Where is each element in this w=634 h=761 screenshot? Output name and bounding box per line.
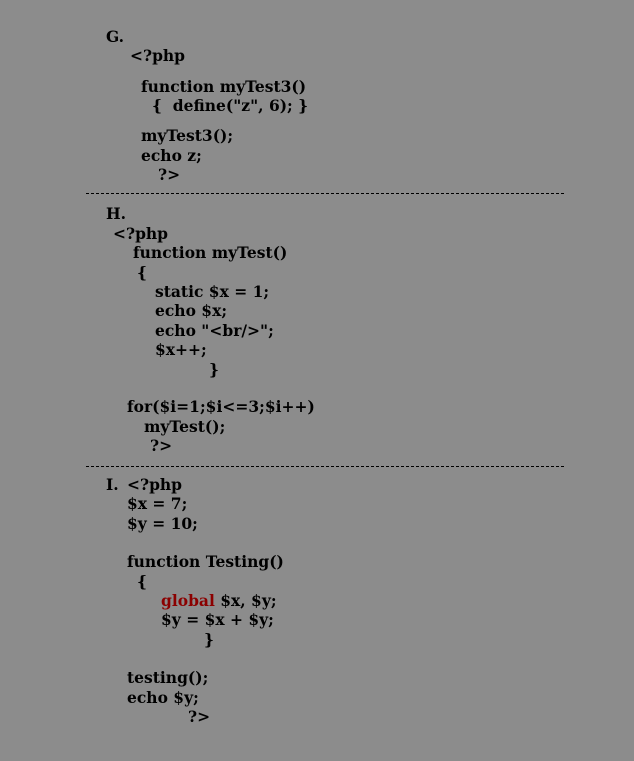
- code-line: { define("z", 6); }: [152, 96, 309, 115]
- section-separator: [86, 193, 564, 194]
- section-h-label: H.: [106, 204, 127, 223]
- code-line: function Testing(): [127, 552, 284, 571]
- code-line: static $x = 1;: [155, 282, 270, 301]
- code-line: [161, 591, 277, 610]
- code-line: echo $y;: [127, 688, 199, 707]
- code-line: ?>: [188, 707, 211, 726]
- code-line: function myTest(): [133, 243, 288, 262]
- section-i-label: I.: [106, 475, 119, 494]
- code-line: {: [137, 263, 147, 282]
- code-line: echo "<br/>";: [155, 321, 274, 340]
- code-line: $x++;: [155, 340, 207, 359]
- code-line: <?php: [127, 475, 183, 494]
- code-line: myTest();: [144, 417, 226, 436]
- code-line: for($i=1;$i<=3;$i++): [127, 397, 315, 416]
- code-line: $x = 7;: [127, 494, 188, 513]
- code-line: ?>: [150, 436, 173, 455]
- code-line: echo $x;: [155, 301, 228, 320]
- section-g-label: G.: [106, 27, 125, 46]
- code-line: echo z;: [141, 146, 202, 165]
- code-line: }: [209, 360, 219, 379]
- code-line: ?>: [158, 165, 181, 184]
- code-line: function myTest3(): [141, 77, 307, 96]
- code-line: {: [137, 572, 147, 591]
- code-line: }: [204, 630, 214, 649]
- section-separator: [86, 466, 564, 467]
- code-line: <?php: [113, 224, 169, 243]
- code-fragment: $x, $y;: [214, 591, 277, 610]
- global-keyword: global: [161, 591, 215, 610]
- code-line: $y = 10;: [127, 514, 198, 533]
- code-line: $y = $x + $y;: [161, 610, 274, 629]
- code-line: testing();: [127, 668, 209, 687]
- code-line: <?php: [130, 46, 186, 65]
- code-line: myTest3();: [141, 126, 234, 145]
